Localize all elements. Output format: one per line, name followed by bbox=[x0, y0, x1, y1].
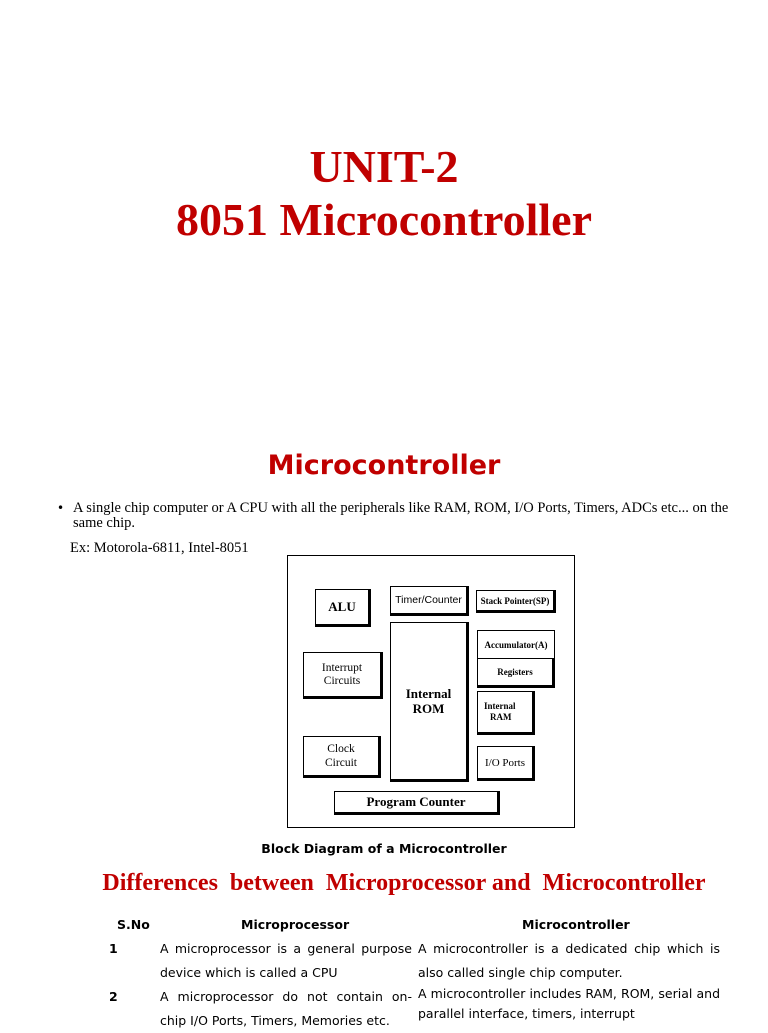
differences-heading: Differences between Microprocessor and Microcontroller bbox=[102, 870, 706, 896]
internal-ram-label-line1: Internal bbox=[484, 701, 516, 711]
row-2-microprocessor: A microprocessor do not contain on-chip I/O Ports, Timers, Memories etc. bbox=[160, 989, 412, 1028]
accumulator-block bbox=[477, 630, 555, 660]
section-heading: Microcontroller bbox=[267, 450, 501, 481]
clock-label-line2: Circuit bbox=[325, 757, 357, 769]
bullet-dot: • bbox=[57, 501, 65, 515]
block-diagram bbox=[287, 555, 575, 828]
internal-rom-label-line2: ROM bbox=[412, 701, 445, 716]
row-1-microprocessor: A microprocessor is a general purpose device which is called a CPU bbox=[160, 941, 412, 980]
alu-block bbox=[315, 589, 371, 627]
program-counter-block bbox=[334, 791, 500, 815]
interrupt-circuits-block bbox=[303, 652, 383, 699]
io-ports-label: I/O Ports bbox=[484, 756, 526, 769]
interrupt-label-line2: Circuits bbox=[323, 674, 361, 687]
program-counter-label: Program Counter bbox=[366, 794, 466, 809]
internal-ram-block bbox=[477, 691, 535, 735]
timer-counter-label: Timer/Counter bbox=[395, 594, 462, 606]
alu-label: ALU bbox=[328, 599, 356, 614]
stack-pointer-block bbox=[476, 590, 556, 613]
row-2-microcontroller: A microcontroller includes RAM, ROM, serial and parallel interface, timers, interrupt bbox=[418, 986, 720, 1021]
internal-rom-label-line1: Internal bbox=[405, 686, 452, 701]
definition-text: A single chip computer or A CPU with all the peripherals like RAM, ROM, I/O Ports, Timers, ADCs etc... on the same chip. bbox=[73, 500, 729, 531]
io-ports-block bbox=[477, 746, 535, 781]
internal-rom-block bbox=[390, 622, 469, 782]
row-2-sno: 2 bbox=[109, 989, 118, 1004]
slide-title-topic: 8051 Microcontroller bbox=[176, 194, 592, 245]
clock-label-line1: Clock bbox=[327, 743, 355, 755]
timer-counter-block bbox=[390, 586, 469, 616]
accumulator-label: Accumulator(A) bbox=[484, 640, 548, 650]
header-microprocessor: Microprocessor bbox=[241, 917, 350, 932]
interrupt-label-line1: Interrupt bbox=[321, 661, 363, 674]
header-microcontroller: Microcontroller bbox=[522, 917, 630, 932]
internal-ram-label-line2: RAM bbox=[490, 712, 512, 722]
definition-bullet bbox=[57, 501, 737, 531]
stack-pointer-label: Stack Pointer(SP) bbox=[480, 595, 550, 606]
row-1-microcontroller: A microcontroller is a dedicated chip which is also called single chip computer. bbox=[418, 941, 720, 980]
registers-label: Registers bbox=[497, 667, 533, 677]
header-sno: S.No bbox=[117, 917, 150, 932]
registers-block bbox=[477, 658, 555, 688]
example-text: Ex: Motorola-6811, Intel-8051 bbox=[70, 540, 249, 556]
slide-title-unit: UNIT-2 bbox=[309, 141, 459, 192]
row-1-sno: 1 bbox=[109, 941, 118, 956]
diagram-caption: Block Diagram of a Microcontroller bbox=[261, 841, 507, 856]
clock-circuit-block bbox=[303, 736, 381, 778]
